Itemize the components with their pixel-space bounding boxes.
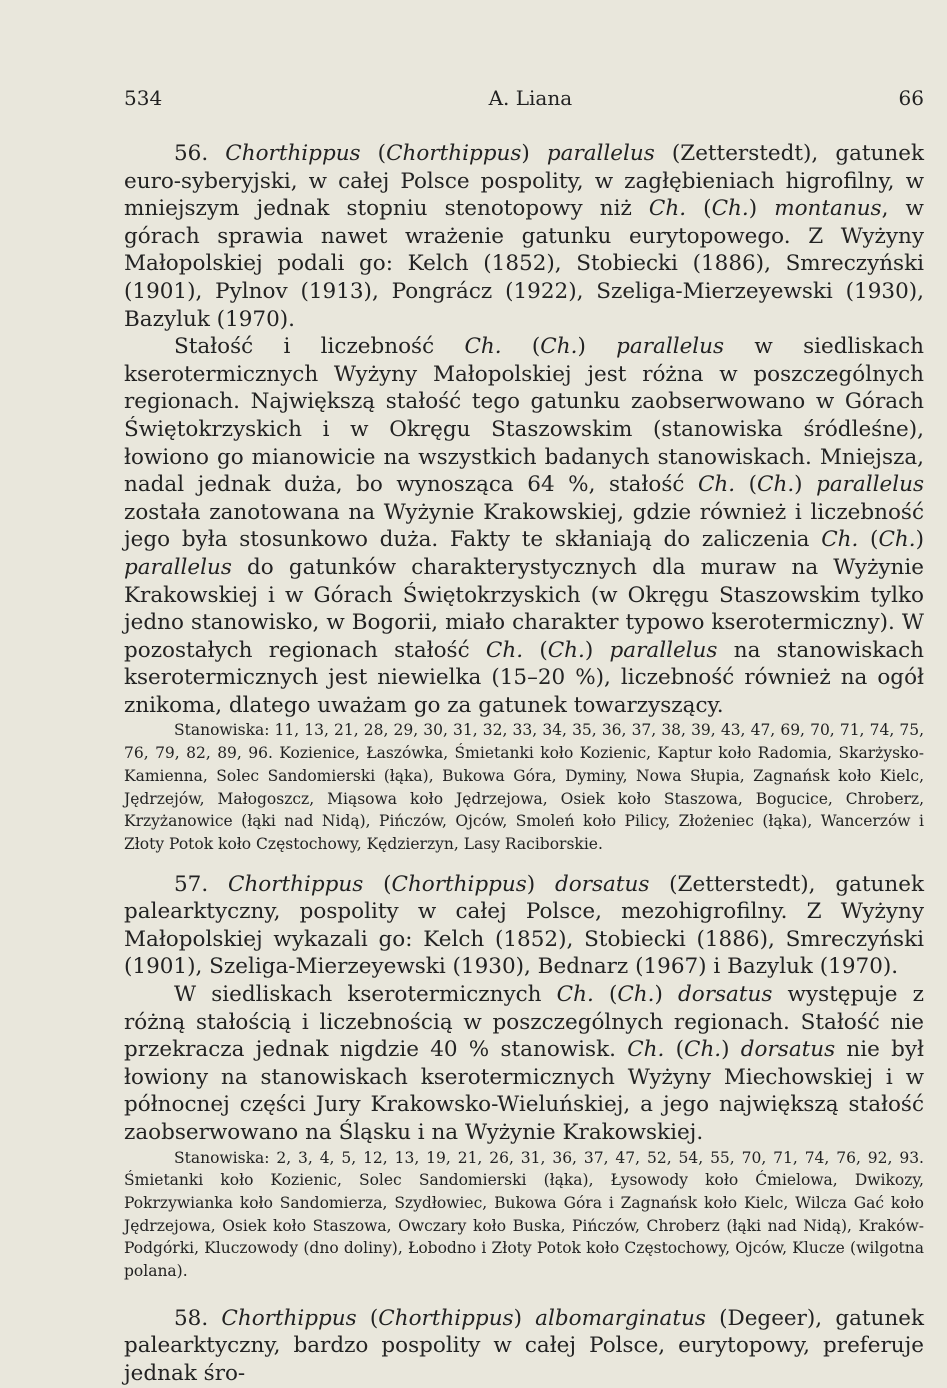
- text-run: ): [521, 141, 547, 166]
- italic-run: Ch.: [540, 334, 578, 360]
- species-56-localities: [124, 719, 924, 855]
- italic-run: Chorthippus: [391, 871, 527, 897]
- italic-run: Ch.: [757, 472, 795, 498]
- text-run: (Degeer), gatunek palearktyczny, bardzo pospolity w całej Polsce, eurytopowy, preferuje jednak śro-: [124, 1305, 924, 1387]
- text-run: ): [915, 527, 924, 553]
- page-number-right: 66: [898, 86, 924, 110]
- text-run: występuje z różną stałością i liczebnością w poszczególnych regionach. Stałość nie przekracza jednak nigdzie 40 % stanowisk.: [124, 982, 924, 1063]
- running-title: A. Liana: [488, 86, 573, 110]
- italic-run: Ch.: [627, 1037, 665, 1063]
- text-body: [124, 140, 924, 1388]
- text-run: ): [513, 1305, 536, 1331]
- text-run: Stanowiska: 2, 3, 4, 5, 12, 13, 19, 21, 26, 31, 36, 37, 47, 52, 54, 55, 70, 71, 74, 76, 92, 93. Śmietanki koło Kozienic, Solec Sandomierski (łąka), Łysowody koło Ćmielowa, Dwikozy, Pokrzywianka koło Sandomierza, Szydłowiec, Bukowa Góra i Zagnańsk koło Kielc, Wilcza Gać koło Jędrzejowa, Osiek koło Staszowa, Owczary koło Buska, Pińczów, Chroberz (łąki nad Nidą), Kraków-Podgórki, Kluczowody (dno doliny), Łobodno i Złoty Potok koło Częstochowy, Ojców, Klucze (wilgotna polana).: [124, 1148, 924, 1281]
- italic-run: parallelus: [616, 334, 725, 360]
- text-run: ): [748, 196, 775, 222]
- text-run: ): [577, 334, 617, 360]
- page-number-left: 534: [124, 86, 163, 110]
- italic-run: Chorthippus: [225, 141, 361, 166]
- italic-run: parallelus: [124, 554, 232, 580]
- text-run: nie był łowiony na stanowiskach kserotermicznych Wyżyny Miechowskiej i w północnej części Jury Krakowsko-Wieluńskiej, a jego największą stałość zaobserwowano na Śląsku i na Wyżynie Krakowskiej.: [124, 1037, 924, 1146]
- text-run: 58.: [174, 1305, 222, 1331]
- italic-run: dorsatus: [678, 982, 773, 1008]
- text-run: ): [584, 637, 610, 663]
- italic-run: dorsatus: [555, 871, 650, 897]
- text-run: Stałość i liczebność: [174, 334, 465, 360]
- species-57-stability-paragraph: [124, 981, 924, 1147]
- text-run: została zanotowana na Wyżynie Krakowskiej, gdzie również i liczebność jego była stosunkowo duża. Fakty te skłaniają do zaliczenia: [124, 499, 924, 553]
- text-run: (Zetterstedt), gatunek palearktyczny, pospolity w całej Polsce, mezohigrofilny. Z Wyżyny Małopolskiej wykazali go: Kelch (1852), Stobiecki (1886), Smreczyński (1901), Szeliga-Mierzeyewski (1930), Bednarz (1967) i Bazyluk (1970).: [124, 871, 924, 980]
- italic-run: Ch.: [617, 982, 655, 1008]
- text-run: na stanowiskach kserotermicznych jest niewielka (15–20 %), liczebność również na ogół znikoma, dlatego uważam go za gatunek towarzyszący.: [124, 637, 924, 718]
- text-run: (Zetterstedt), gatunek euro-syberyjski, w całej Polsce pospolity, w zagłębieniach higrofilny, w mniejszym jednak stopniu stenotopowy niż: [124, 141, 924, 222]
- italic-run: Chorthippus: [221, 1305, 357, 1331]
- species-58-paragraph: [124, 1305, 924, 1388]
- text-run: (: [360, 141, 387, 166]
- running-header: [124, 86, 924, 110]
- italic-run: Ch.: [878, 527, 916, 553]
- species-57-paragraph: [124, 871, 924, 981]
- italic-run: Ch.: [711, 196, 749, 222]
- text-run: ): [794, 472, 817, 498]
- text-run: (: [356, 1305, 379, 1331]
- italic-run: Ch.: [556, 982, 594, 1008]
- italic-run: Ch.: [697, 472, 736, 498]
- italic-run: parallelus: [609, 637, 718, 663]
- italic-run: parallelus: [546, 141, 655, 166]
- text-run: , w górach sprawia nawet wrażenie gatunku eurytopowego. Z Wyżyny Małopolskiej podali go: Kelch (1852), Stobiecki (1886), Smreczyński (1901), Pylnov (1913), Pongrácz (1922), Szeliga-Mierzeyewski (1930), Bazyluk (1970).: [124, 196, 924, 332]
- italic-run: montanus: [774, 196, 882, 222]
- species-56-stability-paragraph: [124, 333, 924, 719]
- text-run: do gatunków charakterystycznych dla muraw na Wyżynie Krakowskiej i w Górach Świętokrzyskich (w Okręgu Staszowskim tylko jedno stanowisko, w Bogorii, miało charakter typowo kserotermiczny). W pozostałych regionach stałość: [124, 554, 924, 663]
- text-run: w siedliskach kserotermicznych Wyżyny Małopolskiej jest różna w poszczególnych regionach. Największą stałość tego gatunku zaobserwowano w Górach Świętokrzyskich i w Okręgu Staszowskim (stanowiska śródleśne), łowiono go mianowicie na wszystkich badanych stanowiskach. Mniejsza, nadal jednak duża, bo wynosząca 64 %, stałość: [124, 334, 924, 498]
- italic-run: Ch.: [464, 334, 502, 360]
- species-57-localities: [124, 1147, 924, 1283]
- italic-run: Chorthippus: [228, 871, 364, 897]
- text-run: (: [735, 472, 758, 498]
- text-run: (: [523, 637, 548, 663]
- text-run: (: [686, 196, 712, 222]
- italic-run: Ch.: [821, 527, 859, 553]
- text-run: (: [501, 334, 541, 360]
- italic-run: Ch.: [648, 196, 687, 222]
- italic-run: Chorthippus: [378, 1305, 514, 1331]
- italic-run: Chorthippus: [386, 141, 522, 166]
- text-run: W siedliskach kserotermicznych: [174, 982, 557, 1008]
- text-run: (: [593, 982, 618, 1008]
- italic-run: parallelus: [816, 472, 924, 498]
- text-run: ): [721, 1037, 741, 1063]
- italic-run: Ch.: [485, 637, 524, 663]
- italic-run: dorsatus: [740, 1037, 836, 1063]
- italic-run: albomarginatus: [535, 1305, 706, 1331]
- text-run: ): [526, 871, 555, 897]
- italic-run: Ch.: [684, 1037, 722, 1063]
- text-run: Stanowiska: 11, 13, 21, 28, 29, 30, 31, 32, 33, 34, 35, 36, 37, 38, 39, 43, 47, 69, 70, 71, 74, 75, 76, 79, 82, 89, 96. Kozienice, Łaszówka, Śmietanki koło Kozienic, Kaptur koło Radomia, Skarżysko-Kamienna, Solec Sandomierski (łąka), Bukowa Góra, Dyminy, Nowa Słupia, Zagnańsk koło Kielc, Jędrzejów, Małogoszcz, Miąsowa koło Jędrzejowa, Osiek koło Staszowa, Bogucice, Chroberz, Krzyżanowice (łąki nad Nidą), Pińczów, Ojców, Smoleń koło Pilicy, Złożeniec (łąka), Wancerzów i Złoty Potok koło Częstochowy, Kędzierzyn, Lasy Raciborskie.: [124, 721, 924, 853]
- text-run: (: [858, 527, 879, 553]
- text-run: 57.: [174, 871, 228, 897]
- text-run: ): [654, 982, 679, 1008]
- text-run: 56.: [174, 141, 226, 166]
- species-56-paragraph: [124, 140, 924, 333]
- text-run: (: [363, 871, 392, 897]
- italic-run: Ch.: [547, 637, 585, 663]
- text-run: (: [664, 1037, 684, 1063]
